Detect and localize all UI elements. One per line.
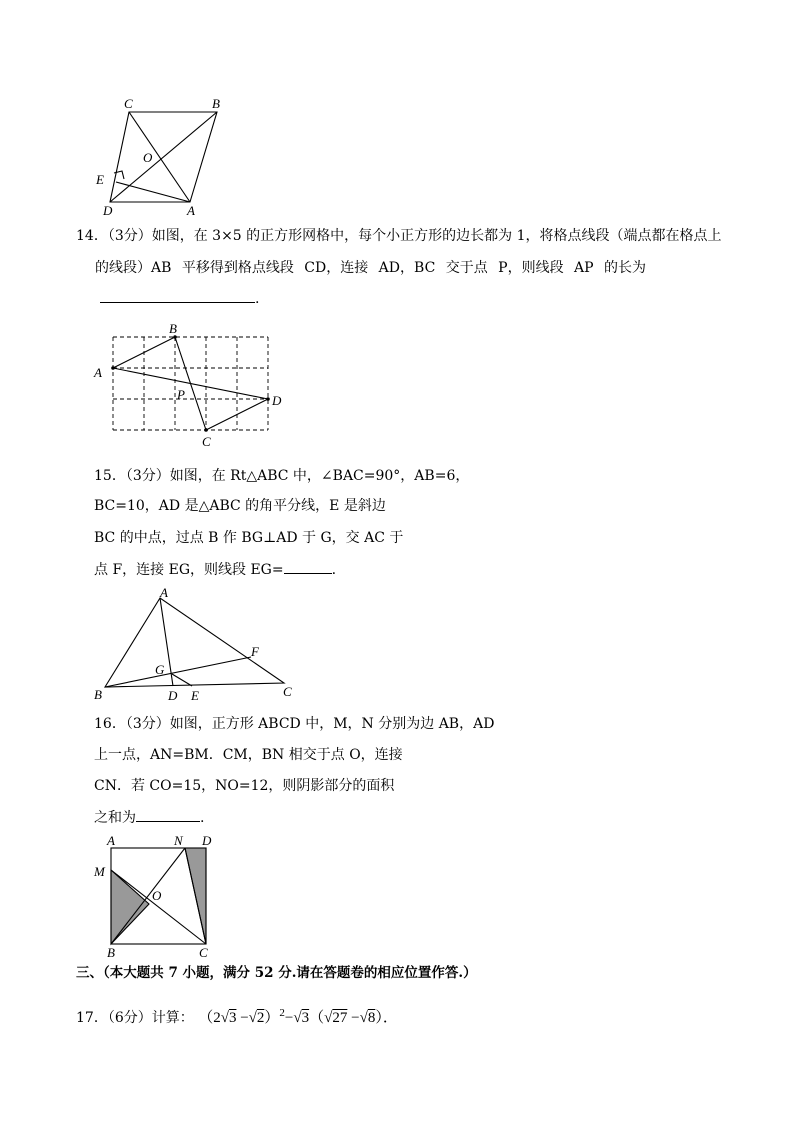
sqrt-3-a: √3 bbox=[220, 1010, 237, 1026]
label-d: D bbox=[168, 688, 178, 703]
q14-period: . bbox=[255, 291, 260, 307]
label-a: A bbox=[107, 833, 115, 848]
q15-period: . bbox=[331, 562, 337, 578]
minus-sign-3: − bbox=[347, 1010, 360, 1026]
triangle-abc bbox=[105, 598, 284, 687]
q17-line bbox=[76, 1000, 398, 1031]
exponent: 2 bbox=[279, 1007, 285, 1019]
q17-lead: 17．（6分）计算： bbox=[76, 1010, 194, 1026]
label-a: A bbox=[160, 586, 168, 600]
label-m: M bbox=[94, 864, 105, 879]
label-a: A bbox=[187, 203, 195, 218]
figure-q13 bbox=[90, 92, 240, 222]
label-e: E bbox=[96, 172, 104, 187]
expr-open-2: （ bbox=[309, 1010, 325, 1026]
label-c: C bbox=[283, 684, 292, 699]
q15-line3: BC 的中点，过点 B 作 BG⊥AD 于 G，交 AC 于 bbox=[94, 530, 404, 546]
q15-line2: BC=10，AD 是△ABC 的角平分线，E 是斜边 bbox=[94, 498, 386, 514]
label-o: O bbox=[143, 150, 153, 165]
label-g: G bbox=[155, 662, 165, 677]
q14-line1: 14．（3分）如图，在 3×5 的正方形网格中，每个小正方形的边长都为 1，将格点线段（端点都在格点上 bbox=[76, 228, 722, 244]
q15-answer-blank[interactable] bbox=[284, 559, 332, 574]
segment-ge bbox=[172, 674, 192, 686]
expr-close-2: ）． bbox=[375, 1010, 398, 1026]
label-n: N bbox=[174, 833, 183, 848]
q14-answer-line bbox=[100, 288, 259, 309]
q16-answer-blank[interactable] bbox=[136, 807, 200, 822]
q16-line4-text: 之和为 bbox=[94, 810, 136, 826]
radicand-8: 8 bbox=[367, 1010, 376, 1026]
q14-answer-blank[interactable] bbox=[100, 288, 255, 303]
figure-q15 bbox=[88, 586, 308, 706]
sqrt-8: √8 bbox=[359, 1010, 376, 1026]
section-3-heading bbox=[76, 963, 477, 983]
minus-sign-2: − bbox=[284, 1010, 294, 1026]
q16-line1: 16．（3分）如图，正方形 ABCD 中，M，N 分别为边 AB，AD bbox=[94, 716, 495, 732]
section-3-text: （本大题共 7 小题，满分 52 分.请在答题卷的相应位置作答.） bbox=[103, 965, 477, 981]
label-o: O bbox=[152, 888, 162, 903]
figure-q16 bbox=[88, 830, 228, 960]
q15-line4-text: 点 F，连接 EG，则线段 EG= bbox=[94, 562, 284, 578]
label-f: F bbox=[251, 644, 259, 659]
sqrt-2: √2 bbox=[248, 1010, 265, 1026]
figure-q14 bbox=[90, 320, 290, 455]
label-b: B bbox=[169, 321, 177, 336]
segment-bf bbox=[105, 657, 251, 687]
label-d: D bbox=[272, 393, 282, 408]
label-c: C bbox=[124, 96, 133, 111]
expr-close-1: ） bbox=[264, 1010, 280, 1026]
label-d: D bbox=[202, 833, 212, 848]
label-c: C bbox=[202, 434, 211, 449]
radicand-2: 2 bbox=[256, 1010, 265, 1026]
label-d: D bbox=[103, 203, 113, 218]
label-b: B bbox=[94, 687, 102, 702]
segment-ab bbox=[113, 337, 175, 368]
label-a: A bbox=[94, 365, 102, 380]
label-c: C bbox=[199, 945, 208, 960]
label-b: B bbox=[212, 96, 220, 111]
label-p: P bbox=[177, 387, 185, 402]
q14-line2: 的线段）AB 平移得到格点线段 CD，连接 AD，BC 交于点 P，则线段 AP 的长为 bbox=[95, 260, 647, 276]
sqrt-27: √27 bbox=[324, 1010, 348, 1026]
label-b: B bbox=[107, 945, 115, 960]
minus-sign-1: − bbox=[236, 1010, 249, 1026]
sqrt-3-b: √3 bbox=[293, 1010, 310, 1026]
label-e: E bbox=[191, 688, 199, 703]
radicand-3-b: 3 bbox=[301, 1010, 310, 1026]
section-3-prefix: 三、 bbox=[76, 965, 103, 981]
radicand-27: 27 bbox=[332, 1010, 348, 1026]
shaded-region-bmo bbox=[111, 870, 149, 944]
q16-line3: CN．若 CO=15，NO=12，则阴影部分的面积 bbox=[94, 778, 395, 794]
q15-line4 bbox=[94, 559, 336, 580]
q17-expression bbox=[198, 1007, 398, 1026]
q16-line4 bbox=[94, 807, 204, 828]
radicand-3-a: 3 bbox=[228, 1010, 237, 1026]
expr-open: （2 bbox=[198, 1010, 221, 1026]
q15-line1: 15．（3分）如图，在 Rt△ABC 中，∠BAC=90°，AB=6， bbox=[94, 468, 470, 484]
segment-bc bbox=[175, 337, 206, 430]
q16-line2: 上一点，AN=BM．CM，BN 相交于点 O，连接 bbox=[94, 747, 403, 763]
q16-period: . bbox=[200, 810, 205, 826]
